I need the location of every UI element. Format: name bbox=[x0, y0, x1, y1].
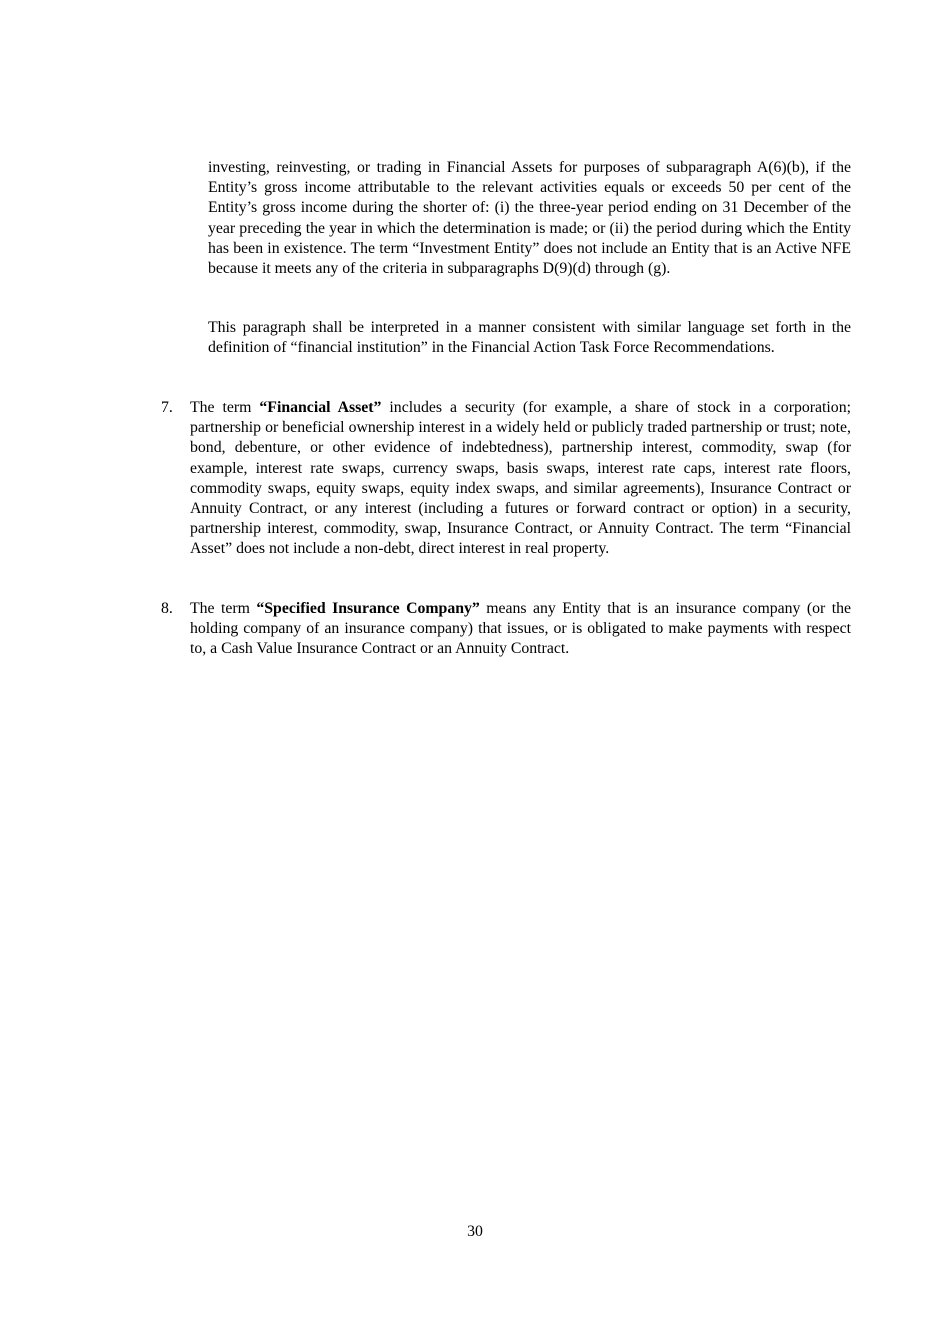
list-item-lead: The term bbox=[190, 600, 257, 617]
defined-term-specified-insurance-company: “Specified Insurance Company” bbox=[256, 600, 480, 617]
list-item-number: 7. bbox=[161, 399, 173, 416]
continuation-paragraph-investment-entity: investing, reinvesting, or trading in Financial Assets for purposes of subparagraph A(6)(b), if the Entity’s gross income attributable to the relevant activities equals or exceeds 50 per cent of the Entity’s gross income during the shorter of: (i) the three-year period ending on 31 December of the year preceding the year in which the determination is made; or (ii) the period during which the Entity has been in existence. The term “Investment Entity” does not include an Entity that is an Active NFE because it meets any of the criteria in subparagraphs D(9)(d) through (g). bbox=[208, 159, 851, 278]
list-item-number: 8. bbox=[161, 600, 173, 617]
list-item-lead: The term bbox=[190, 399, 260, 416]
defined-term-financial-asset: “Financial Asset” bbox=[259, 399, 382, 416]
list-item-text bbox=[190, 398, 851, 560]
continuation-paragraph-interpretation: This paragraph shall be interpreted in a manner consistent with similar language set forth in the definition of “financial institution” in the Financial Action Task Force Recommendations. bbox=[208, 319, 851, 357]
list-item-text bbox=[190, 599, 851, 660]
list-item-body: means any Entity that is an insurance company (or the holding company of an insurance company) that issues, or is obligated to make payments with respect to, a Cash Value Insurance Contract or an Annuity Contract. bbox=[190, 600, 851, 658]
list-item-body: includes a security (for example, a share of stock in a corporation; partnership or beneficial ownership interest in a widely held or publicly traded partnership or trust; note, bond, debenture, or other evidence of indebtedness), partnership interest, commodity, swap (for example, interest rate swaps, currency swaps, basis swaps, interest rate caps, interest rate floors, commodity swaps, equity swaps, equity index swaps, and similar agreements), Insurance Contract or Annuity Contract, or any interest (including a futures or forward contract or option) in a security, partnership interest, commodity, swap, Insurance Contract, or Annuity Contract. The term “Financial Asset” does not include a non-debt, direct interest in real property. bbox=[190, 399, 851, 558]
page-number: 30 bbox=[467, 1223, 483, 1240]
